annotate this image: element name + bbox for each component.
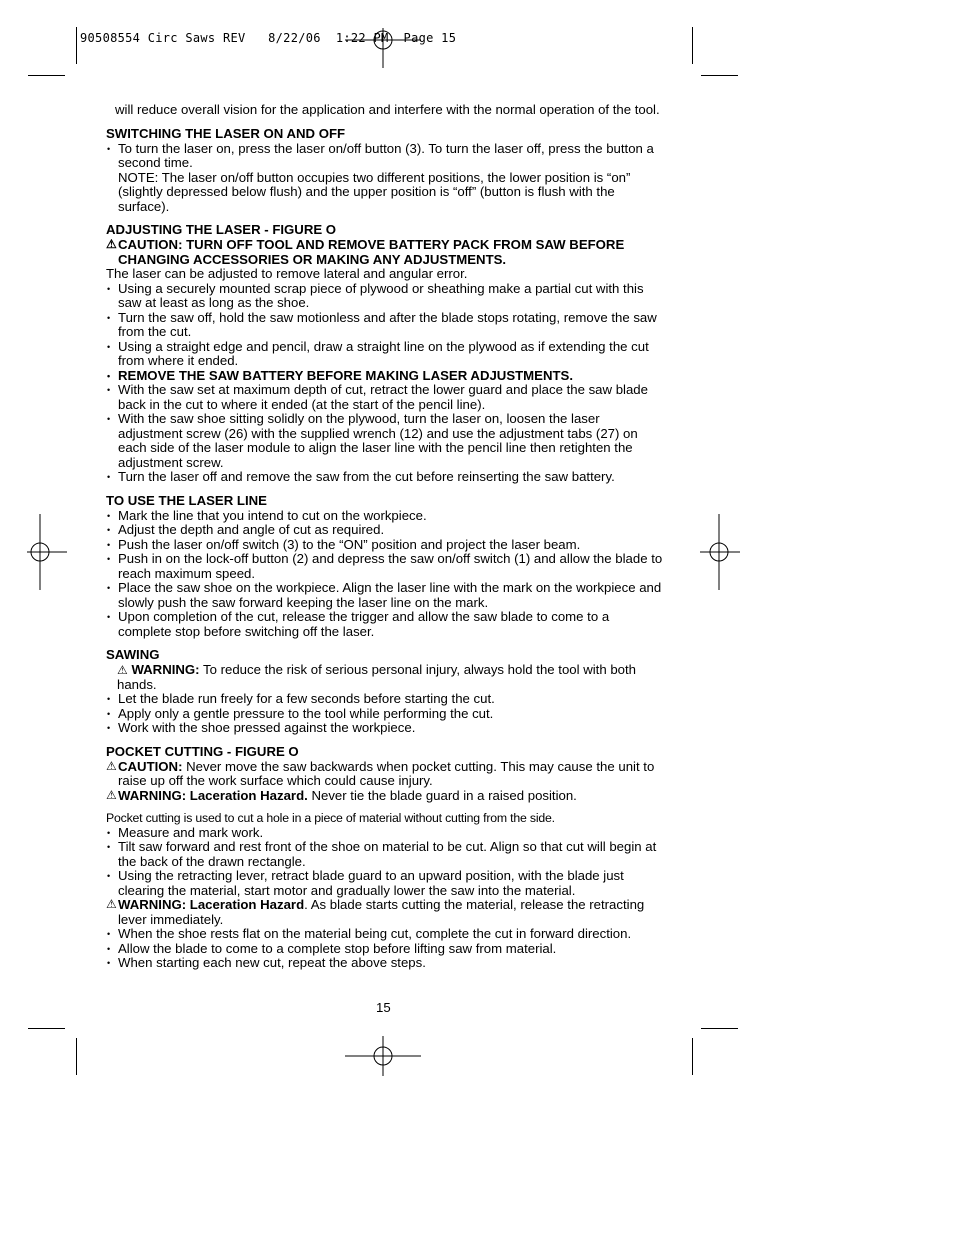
warning-triangle-icon: ⚠ bbox=[106, 787, 117, 802]
list-item: • To turn the laser on, press the laser on/off button (3). To turn the laser off, press the button a second time. bbox=[106, 142, 666, 171]
list-item: • Tilt saw forward and rest front of the shoe on material to be cut. Align so that cut will begin at the back of the drawn rectangle. bbox=[106, 840, 666, 869]
list-item: • REMOVE THE SAW BATTERY BEFORE MAKING LASER ADJUSTMENTS. bbox=[106, 369, 666, 384]
list-item: • Adjust the depth and angle of cut as required. bbox=[106, 523, 666, 538]
list-item: • Upon completion of the cut, release the trigger and allow the saw blade to come to a complete stop before switching off the laser. bbox=[106, 610, 666, 639]
section-title-pocket-cutting: POCKET CUTTING - FIGURE O bbox=[106, 743, 299, 759]
list-item: • Turn the saw off, hold the saw motionless and after the blade stops rotating, remove the saw from the cut. bbox=[106, 311, 666, 340]
section-title-sawing: SAWING bbox=[106, 647, 160, 662]
list-item: • When the shoe rests flat on the material being cut, complete the cut in forward direction. bbox=[106, 927, 666, 942]
crop-mark bbox=[701, 75, 738, 76]
warning-triangle-icon: ⚠ bbox=[106, 758, 117, 773]
pocket-list-a bbox=[106, 826, 666, 899]
page-number: 15 bbox=[376, 1000, 391, 1015]
list-item: • With the saw set at maximum depth of cut, retract the lower guard and place the saw blade back in the cut to where it ended (at the start of the pencil line). bbox=[106, 383, 666, 412]
section-title-use-laser: TO USE THE LASER LINE bbox=[106, 492, 267, 508]
warning-triangle-icon: ⚠ bbox=[106, 897, 117, 911]
intro-text: will reduce overall vision for the application and interfere with the normal operation of the tool. bbox=[115, 102, 660, 117]
switching-list bbox=[106, 142, 666, 171]
list-item: • Turn the laser off and remove the saw from the cut before reinserting the saw battery. bbox=[106, 470, 666, 485]
crop-mark bbox=[28, 75, 65, 76]
list-item: • Mark the line that you intend to cut on the workpiece. bbox=[106, 509, 666, 524]
list-item: • Let the blade run freely for a few seconds before starting the cut. bbox=[106, 692, 666, 707]
use-list bbox=[106, 509, 666, 640]
warning-text: Never tie the blade guard in a raised position. bbox=[311, 787, 577, 803]
section-title-switching: SWITCHING THE LASER ON AND OFF bbox=[106, 125, 346, 141]
warning-text: . As blade starts cutting the material, release the retracting lever immediately. bbox=[118, 897, 645, 927]
warning-text: To reduce the risk of serious personal injury, always hold the tool with both hands. bbox=[117, 662, 636, 692]
sawing-list bbox=[106, 692, 666, 736]
print-slug: 90508554 Circ Saws REV 8/22/06 1:22 PM Page 15 bbox=[80, 31, 457, 45]
list-item: • Place the saw shoe on the workpiece. Align the laser line with the mark on the workpiece and slowly push the saw forward keeping the laser line on the mark. bbox=[106, 581, 666, 610]
crop-mark bbox=[701, 1028, 738, 1029]
warning-triangle-icon: ⚠ bbox=[117, 663, 128, 677]
pocket-warning-2 bbox=[106, 898, 666, 927]
sawing-warning bbox=[115, 663, 666, 692]
registration-mark-bottom bbox=[345, 1036, 421, 1076]
warning-triangle-icon: ⚠ bbox=[106, 237, 117, 251]
crop-mark bbox=[692, 27, 693, 64]
warning-label: WARNING: bbox=[131, 662, 200, 677]
pocket-list-b bbox=[106, 927, 666, 971]
caution-text: CAUTION: TURN OFF TOOL AND REMOVE BATTERY PACK FROM SAW BEFORE CHANGING ACCESSORIES OR MAKING ANY ADJUSTMENTS. bbox=[118, 237, 625, 267]
caution-text: Never move the saw backwards when pocket cutting. This may cause the unit to raise up off the work surface which could cause injury. bbox=[118, 758, 655, 788]
list-item: • Using a straight edge and pencil, draw a straight line on the plywood as if extending the cut from where it ended. bbox=[106, 340, 666, 369]
registration-mark-right bbox=[700, 514, 740, 590]
registration-mark-left bbox=[27, 514, 67, 590]
list-item: • When starting each new cut, repeat the above steps. bbox=[106, 956, 666, 971]
warning-label: WARNING: Laceration Hazard bbox=[118, 897, 305, 912]
pocket-warning-1 bbox=[106, 789, 666, 804]
crop-mark bbox=[28, 1028, 65, 1029]
list-item: • Work with the shoe pressed against the workpiece. bbox=[106, 721, 666, 736]
list-item: • Push the laser on/off switch (3) to the “ON” position and project the laser beam. bbox=[106, 538, 666, 553]
switching-note: NOTE: The laser on/off button occupies two different positions, the lower position is “on” (slightly depressed below flush) and the upper position is “off” (button is flush with the surface). bbox=[118, 169, 631, 214]
list-item: • Using the retracting lever, retract blade guard to an upward position, with the blade just clearing the material, start motor and gradually lower the saw into the material. bbox=[106, 869, 666, 898]
list-item: • Allow the blade to come to a complete stop before lifting saw from material. bbox=[106, 942, 666, 957]
manual-page bbox=[106, 103, 666, 971]
list-item: • With the saw shoe sitting solidly on the plywood, turn the laser on, loosen the laser adjustment screw (26) with the supplied wrench (12) and use the adjustment tabs (27) on each side of the laser module to align the laser line with the pencil line then retighten the adjustment screw. bbox=[106, 412, 666, 470]
caution-block bbox=[106, 238, 666, 267]
list-item: • Using a securely mounted scrap piece of plywood or sheathing make a partial cut with this saw at least as long as the shoe. bbox=[106, 282, 666, 311]
warning-label: WARNING: Laceration Hazard. bbox=[118, 787, 308, 803]
list-item: • Measure and mark work. bbox=[106, 826, 666, 841]
adjusting-list bbox=[106, 282, 666, 485]
crop-mark bbox=[76, 1038, 77, 1075]
adjusting-intro: The laser can be adjusted to remove lateral and angular error. bbox=[106, 266, 468, 281]
crop-mark bbox=[76, 27, 77, 64]
section-title-adjusting: ADJUSTING THE LASER - FIGURE O bbox=[106, 222, 337, 237]
pocket-intro: Pocket cutting is used to cut a hole in a piece of material without cutting from the side. bbox=[106, 811, 555, 825]
list-item: • Apply only a gentle pressure to the tool while performing the cut. bbox=[106, 707, 666, 722]
list-item: • Push in on the lock-off button (2) and depress the saw on/off switch (1) and allow the blade to reach maximum speed. bbox=[106, 552, 666, 581]
caution-label: CAUTION: bbox=[118, 758, 183, 774]
crop-mark bbox=[692, 1038, 693, 1075]
pocket-caution bbox=[106, 760, 666, 789]
